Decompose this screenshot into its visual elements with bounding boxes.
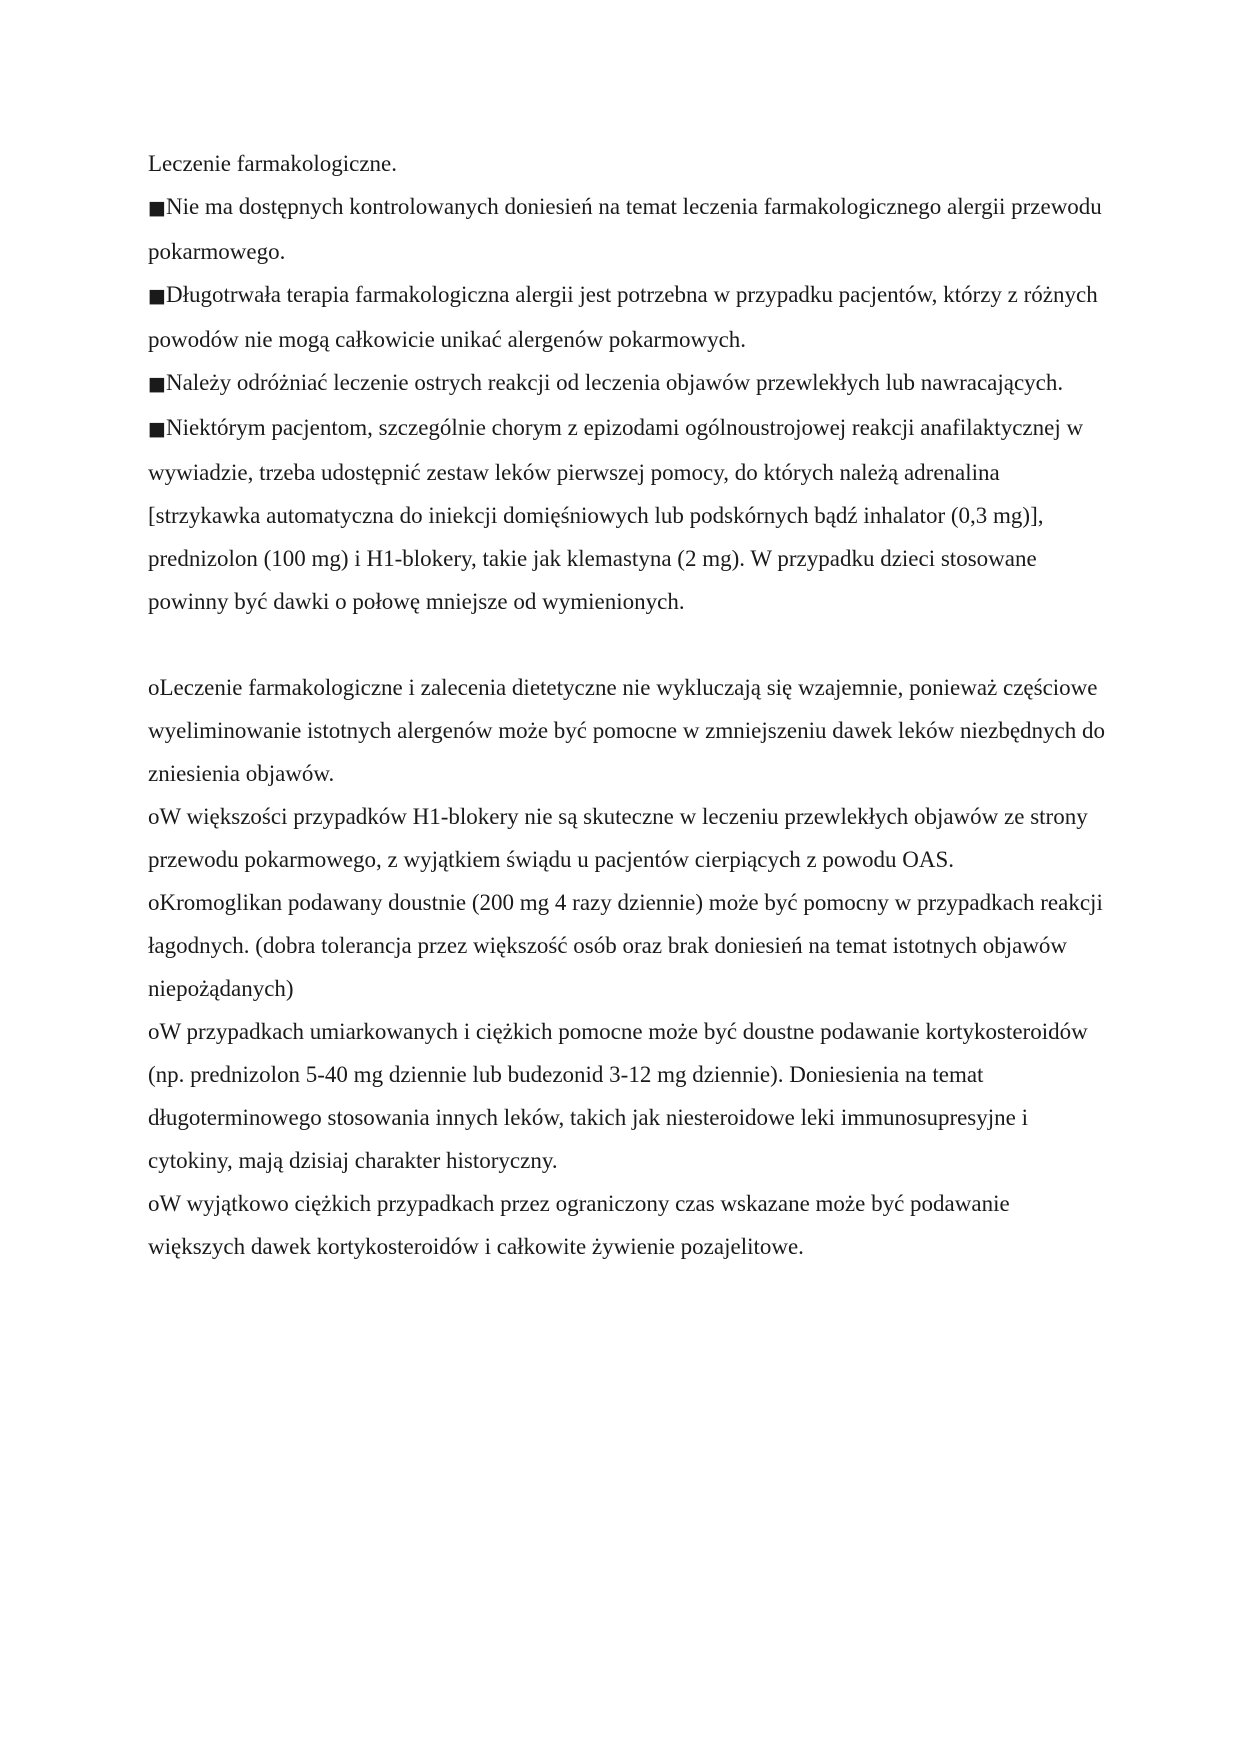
list-item-text: Leczenie farmakologiczne i zalecenia dietetyczne nie wykluczają się wzajemnie, ponieważ częściowe wyeliminowanie istotnych alergenów może być pomocne w zmniejszeniu dawek leków niezbędnych do zniesienia objawów. — [148, 675, 1105, 786]
list-item-text: Nie ma dostępnych kontrolowanych doniesień na temat leczenia farmakologicznego alergii przewodu pokarmowego. — [148, 194, 1102, 264]
list-item-text: Długotrwała terapia farmakologiczna alergii jest potrzebna w przypadku pacjentów, którzy z różnych powodów nie mogą całkowicie unikać alergenów pokarmowych. — [148, 282, 1098, 352]
list-item — [148, 361, 1108, 406]
list-item-text: W wyjątkowo ciężkich przypadkach przez ograniczony czas wskazane może być podawanie większych dawek kortykosteroidów i całkowite żywienie pozajelitowe. — [148, 1191, 1010, 1259]
document-page — [148, 142, 1108, 1268]
list-item — [148, 1010, 1108, 1182]
list-item — [148, 795, 1108, 881]
square-bullet-icon: ■ — [148, 373, 166, 395]
square-bullet-icon: ■ — [148, 285, 166, 307]
list-item — [148, 1182, 1108, 1268]
paragraph-spacer — [148, 623, 1108, 666]
o-bullet-icon: o — [148, 890, 160, 915]
list-item — [148, 406, 1108, 623]
o-bullet-icon: o — [148, 1019, 160, 1044]
list-item-text: W większości przypadków H1-blokery nie są skuteczne w leczeniu przewlekłych objawów ze strony przewodu pokarmowego, z wyjątkiem świądu u pacjentów cierpiących z powodu OAS. — [148, 804, 1088, 872]
square-bullet-icon: ■ — [148, 418, 166, 440]
list-item-text: W przypadkach umiarkowanych i ciężkich pomocne może być doustne podawanie kortykosteroidów (np. prednizolon 5-40 mg dziennie lub budezonid 3-12 mg dziennie). Doniesienia na temat długoterminowego stosowania innych leków, takich jak niesteroidowe leki immunosupresyjne i cytokiny, mają dzisiaj charakter historyczny. — [148, 1019, 1088, 1173]
list-item — [148, 881, 1108, 1010]
o-bullet-icon: o — [148, 804, 160, 829]
list-item-text: Należy odróżniać leczenie ostrych reakcji od leczenia objawów przewlekłych lub nawracających. — [165, 370, 1064, 395]
list-item — [148, 666, 1108, 795]
o-bullet-icon: o — [148, 675, 160, 700]
page-title: Leczenie farmakologiczne. — [148, 151, 398, 176]
o-bullet-icon: o — [148, 1191, 160, 1216]
list-item — [148, 185, 1108, 273]
list-item — [148, 273, 1108, 361]
list-item-text: Kromoglikan podawany doustnie (200 mg 4 razy dziennie) może być pomocny w przypadkach reakcji łagodnych. (dobra tolerancja przez większość osób oraz brak doniesień na temat istotnych objawów niepożądanych) — [148, 890, 1103, 1001]
square-bullet-icon: ■ — [148, 197, 166, 219]
list-item-text: Niektórym pacjentom, szczególnie chorym z epizodami ogólnoustrojowej reakcji anafilaktycznej w wywiadzie, trzeba udostępnić zestaw leków pierwszej pomocy, do których należą adrenalina [strzykawka automatyczna do iniekcji domięśniowych lub podskórnych bądź inhalator (0,3 mg)], prednizolon (100 mg) i H1-blokery, takie jak klemastyna (2 mg). W przypadku dzieci stosowane powinny być dawki o połowę mniejsze od wymienionych. — [148, 415, 1084, 614]
